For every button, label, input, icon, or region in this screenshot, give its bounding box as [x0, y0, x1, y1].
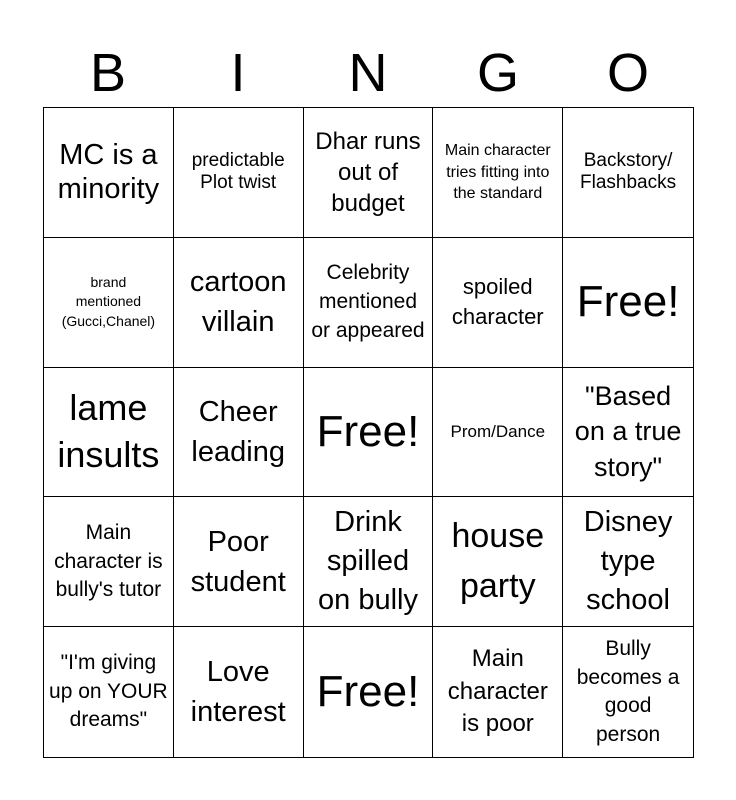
bingo-header [43, 40, 693, 106]
bingo-cell[interactable] [44, 627, 174, 757]
cell-text: Main character is bully's tutor [54, 520, 163, 602]
bingo-cell[interactable] [563, 497, 693, 627]
bingo-cell[interactable] [563, 108, 693, 238]
cell-text: Dhar runs out of budget [315, 127, 421, 217]
cell-text: MC is a minority [57, 139, 160, 206]
cell-text: Free! [316, 667, 420, 717]
bingo-cell[interactable] [44, 108, 174, 238]
cell-text: Free! [316, 407, 420, 457]
cell-text: Poor student [190, 525, 286, 598]
cell-text: Backstory/ Flashbacks [580, 149, 677, 194]
cell-text: Cheer leading [191, 395, 285, 468]
bingo-cell[interactable] [433, 368, 563, 498]
cell-text: predictable Plot twist [191, 149, 285, 194]
header-letter-g: G [476, 43, 519, 103]
cell-text: Main character tries fitting into the standard [444, 141, 551, 203]
bingo-cell[interactable] [304, 238, 434, 368]
bingo-cell[interactable] [44, 368, 174, 498]
bingo-cell[interactable] [304, 108, 434, 238]
free-space[interactable] [563, 238, 693, 368]
cell-text: brand mentioned (Gucci,Chanel) [61, 273, 156, 329]
cell-text: Main character is poor [447, 645, 548, 738]
cell-text: "I'm giving up on YOUR dreams" [49, 651, 168, 732]
free-space[interactable] [304, 627, 434, 757]
bingo-cell[interactable] [174, 108, 304, 238]
bingo-cell[interactable] [44, 238, 174, 368]
bingo-cell[interactable] [433, 238, 563, 368]
free-space[interactable] [304, 368, 434, 498]
cell-text: "Based on a true story" [574, 381, 682, 482]
header-letter-b: B [89, 43, 127, 103]
cell-text: Love interest [190, 656, 286, 729]
cell-text: house party [451, 517, 545, 605]
cell-text: Prom/Dance [450, 421, 546, 441]
bingo-cell[interactable] [44, 497, 174, 627]
bingo-cell[interactable] [563, 368, 693, 498]
cell-text: cartoon villain [189, 266, 287, 339]
cell-text: Drink spilled on bully [318, 506, 418, 617]
cell-text: lame insults [57, 387, 160, 475]
cell-text: Free! [576, 277, 680, 327]
bingo-cell[interactable] [563, 627, 693, 757]
bingo-board [43, 107, 694, 758]
header-letter-n: N [348, 43, 388, 103]
bingo-cell[interactable] [433, 627, 563, 757]
cell-text: spoiled character [451, 273, 544, 330]
bingo-cell[interactable] [174, 238, 304, 368]
cell-text: Disney type school [583, 506, 673, 617]
header-letter-i: I [230, 43, 246, 103]
bingo-cell[interactable] [174, 627, 304, 757]
cell-text: Bully becomes a good person [576, 637, 680, 746]
bingo-cell[interactable] [433, 497, 563, 627]
bingo-cell[interactable] [433, 108, 563, 238]
bingo-cell[interactable] [304, 497, 434, 627]
bingo-cell[interactable] [174, 497, 304, 627]
cell-text: Celebrity mentioned or appeared [311, 260, 425, 342]
header-letter-o: O [606, 43, 649, 103]
bingo-cell[interactable] [174, 368, 304, 498]
